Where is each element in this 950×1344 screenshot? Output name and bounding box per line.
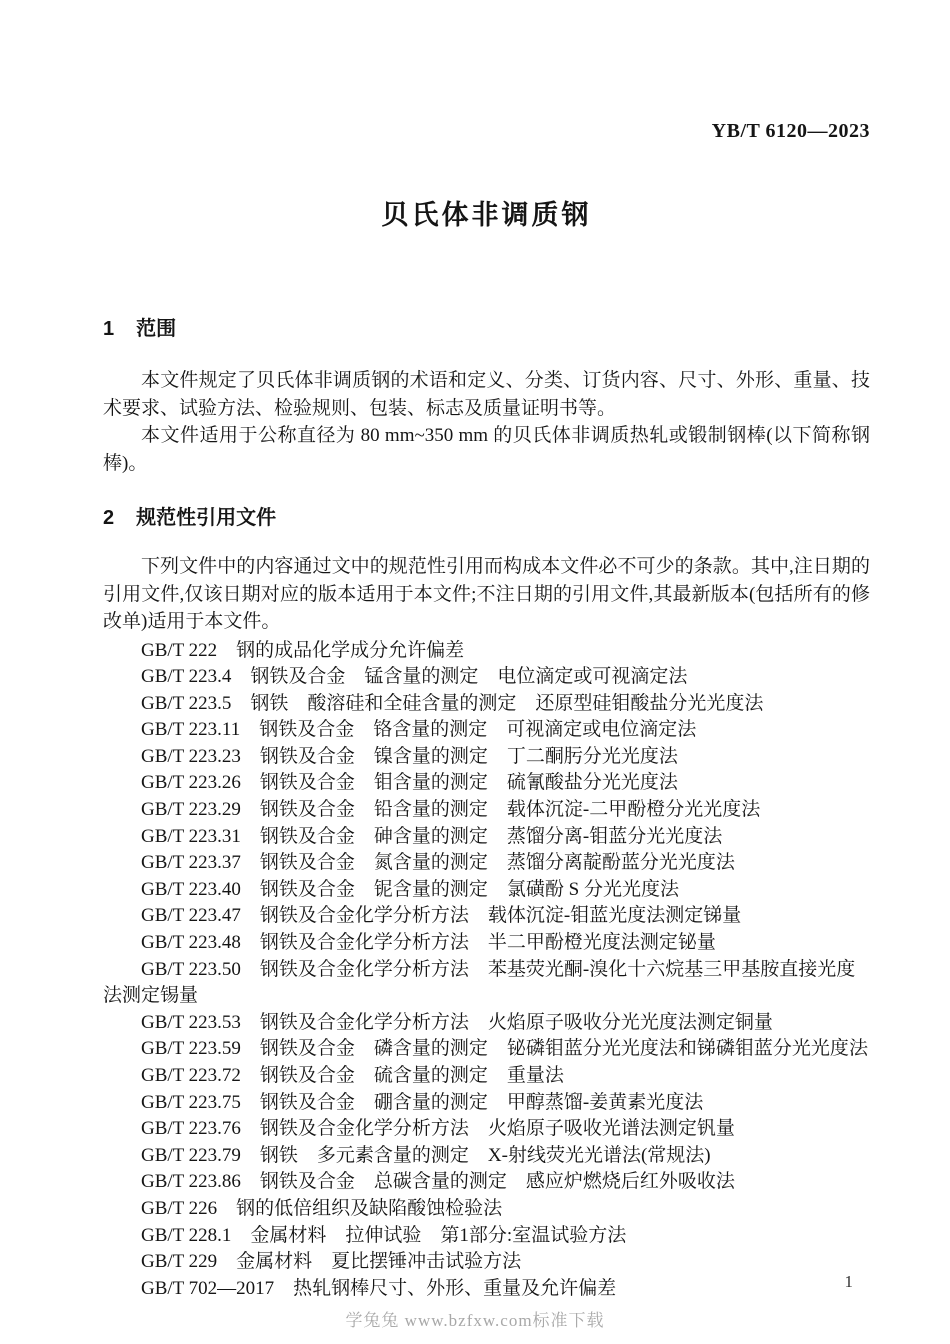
section-1-paragraphs [103,367,870,477]
reference-item: GB/T 229 金属材料 夏比摆锤冲击试验方法 [141,1251,522,1273]
normative-reference-list [103,638,870,1303]
section-normative-references [103,504,870,1302]
page-number: 1 [844,1272,853,1291]
reference-item: GB/T 223.11 钢铁及合金 铬含量的测定 可视滴定或电位滴定法 [141,719,697,741]
watermark-text: 学兔兔 www.bzfxw.com标准下载 [345,1311,605,1330]
reference-item: GB/T 223.26 钢铁及合金 钼含量的测定 硫氰酸盐分光光度法 [141,772,678,794]
section-2-number: 2 [103,507,115,529]
reference-item: GB/T 223.76 钢铁及合金化学分析方法 火焰原子吸收光谱法测定钒量 [141,1118,735,1140]
paragraph: 下列文件中的内容通过文中的规范性引用而构成本文件必不可少的条款。其中,注日期的引用文件,仅该日期对应的版本适用于本文件;不注日期的引用文件,其最新版本(包括所有的修改单)适用于本文件。 [103,556,870,632]
paragraph: 本文件适用于公称直径为 80 mm~350 mm 的贝氏体非调质热轧或锻制钢棒(以下简称钢棒)。 [103,425,870,474]
reference-item: GB/T 223.29 钢铁及合金 铅含量的测定 载体沉淀-二甲酚橙分光光度法 [141,799,761,821]
document-title: 贝氏体非调质钢 [381,200,592,230]
reference-item: GB/T 223.5 钢铁 酸溶硅和全硅含量的测定 还原型硅钼酸盐分光光度法 [141,692,764,714]
standard-code-header: YB/T 6120—2023 [711,120,870,142]
section-1-title: 范围 [136,318,177,340]
reference-item: GB/T 222 钢的成品化学成分允许偏差 [141,639,465,661]
reference-item: GB/T 223.40 钢铁及合金 铌含量的测定 氯磺酚 S 分光光度法 [141,878,680,900]
reference-item: GB/T 223.75 钢铁及合金 硼含量的测定 甲醇蒸馏-姜黄素光度法 [141,1091,704,1113]
reference-item: GB/T 228.1 金属材料 拉伸试验 第1部分:室温试验方法 [141,1224,627,1246]
reference-item: GB/T 223.72 钢铁及合金 硫含量的测定 重量法 [141,1065,564,1086]
section-2-heading [103,504,870,532]
section-2-title: 规范性引用文件 [136,507,277,529]
section-1-number: 1 [103,318,115,340]
reference-item: GB/T 223.23 钢铁及合金 镍含量的测定 丁二酮肟分光光度法 [141,745,678,767]
reference-item: GB/T 223.79 钢铁 多元素含量的测定 X-射线荧光光谱法(常规法) [141,1144,711,1166]
reference-item: GB/T 223.53 钢铁及合金化学分析方法 火焰原子吸收分光光度法测定铜量 [141,1011,773,1033]
reference-item: GB/T 223.4 钢铁及合金 锰含量的测定 电位滴定或可视滴定法 [141,666,688,688]
reference-item: GB/T 226 钢的低倍组织及缺陷酸蚀检验法 [141,1197,503,1219]
reference-item: GB/T 702—2017 热轧钢棒尺寸、外形、重量及允许偏差 [141,1277,617,1299]
paragraph: 本文件规定了贝氏体非调质钢的术语和定义、分类、订货内容、尺寸、外形、重量、技术要求、试验方法、检验规则、包装、标志及质量证明书等。 [103,370,870,419]
reference-item: GB/T 223.86 钢铁及合金 总碳含量的测定 感应炉燃烧后红外吸收法 [141,1171,735,1193]
reference-item: GB/T 223.50 钢铁及合金化学分析方法 苯基荧光酮-溴化十六烷基三甲基胺直接光度法测定锡量 [103,958,856,1007]
reference-item: GB/T 223.31 钢铁及合金 砷含量的测定 蒸馏分离-钼蓝分光光度法 [141,825,723,847]
section-2-paragraphs [103,553,870,636]
reference-item: GB/T 223.48 钢铁及合金化学分析方法 半二甲酚橙光度法测定铋量 [141,932,716,954]
reference-item: GB/T 223.59 钢铁及合金 磷含量的测定 铋磷钼蓝分光光度法和锑磷钼蓝分光光度法 [141,1038,868,1060]
section-1-heading [103,315,870,343]
reference-item: GB/T 223.47 钢铁及合金化学分析方法 载体沉淀-钼蓝光度法测定锑量 [141,905,742,927]
section-scope [103,315,870,477]
reference-item: GB/T 223.37 钢铁及合金 氮含量的测定 蒸馏分离靛酚蓝分光光度法 [141,852,735,874]
